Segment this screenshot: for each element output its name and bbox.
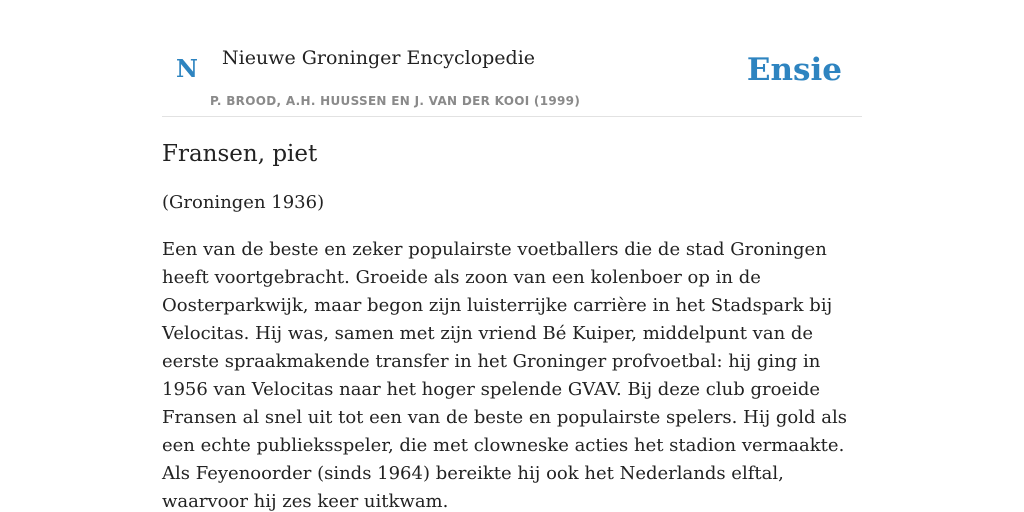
source-title[interactable]: Nieuwe Groninger Encyclopedie [222, 47, 536, 69]
source-authors: P. BROOD, A.H. HUUSSEN EN J. VAN DER KOOI (1999) [210, 94, 581, 108]
article-body: Een van de beste en zeker populairste voetballers die de stad Groningen heeft voortgebracht. Groeide als zoon van een kolenboer op in de Oosterparkwijk, maar begon zijn luisterrijke carrière in het Stadspark bij Velocitas. Hij was, samen met zijn vriend Bé Kuiper, middelpunt van de eerste spraakmakende transfer in het Groninger profvoetbal: hij ging in 1956 van Velocitas naar het hoger spelende GVAV. Bij deze club groeide Fransen al snel uit tot een van de beste en populairste spelers. Hij gold als een echte publieksspeler, die met clowneske acties het stadion vermaakte. Als Feyenoorder (sinds 1964) bereikte hij ook het Nederlands elftal, waarvoor hij zes keer uitkwam. [162, 239, 847, 512]
article [162, 137, 862, 512]
source-header [162, 0, 862, 117]
article-subtitle: (Groningen 1936) [162, 192, 325, 213]
source-logo[interactable]: N [176, 54, 198, 83]
article-title: Fransen, piet [162, 141, 318, 167]
brand-logo[interactable]: Ensie [746, 52, 842, 88]
